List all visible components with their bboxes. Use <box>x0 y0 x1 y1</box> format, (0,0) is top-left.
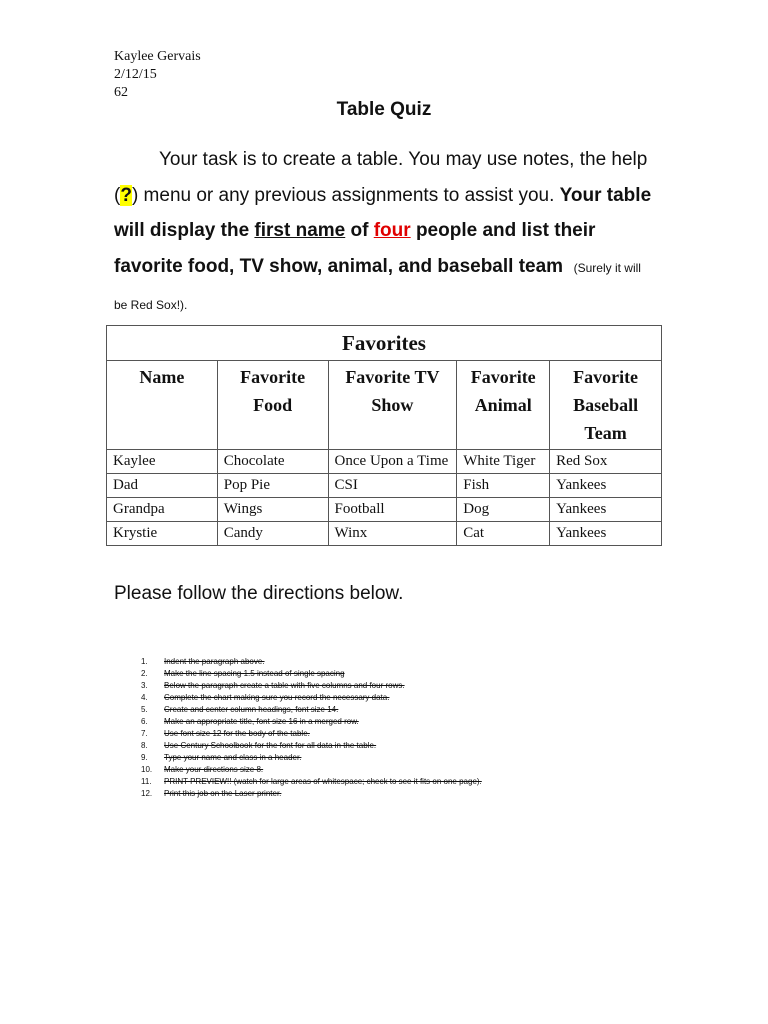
step-text: Make the line spacing 1.5 instead of single spacing <box>164 669 345 678</box>
step-text: Make an appropriate title, font size 16 in a merged row. <box>164 717 359 726</box>
column-header: Favorite Food <box>217 361 328 450</box>
document-date: 2/12/15 <box>114 67 157 82</box>
four-emphasis: four <box>373 220 411 241</box>
favorites-table <box>106 325 662 546</box>
list-item <box>141 668 482 680</box>
step-number: 5. <box>141 705 148 714</box>
table-header-row <box>107 361 662 450</box>
task-text-1: Your task is to create a table. You may use notes, the help ( <box>114 149 648 206</box>
step-text: Below the paragraph create a table with five columns and four rows. <box>164 681 405 690</box>
step-number: 11. <box>141 777 152 786</box>
step-number: 12. <box>141 789 153 798</box>
step-number: 3. <box>141 681 148 690</box>
task-text-2: ) menu or any previous assignments to assist you. <box>131 184 560 206</box>
step-text: Use font size 12 for the body of the table. <box>164 729 310 738</box>
column-header: Name <box>107 361 218 450</box>
document-header <box>114 48 201 102</box>
step-text: Complete the chart making sure you record the necessary data. <box>164 693 390 702</box>
list-item <box>141 728 482 740</box>
table-cell: Krystie <box>107 522 218 546</box>
list-item <box>141 656 482 668</box>
step-number: 2. <box>141 669 148 678</box>
table-row <box>107 522 662 546</box>
red-sox-note: (Surely it will be Red Sox!). <box>114 260 641 312</box>
bold-text-1: Your table will display the <box>114 184 652 241</box>
table-cell: Winx <box>328 522 457 546</box>
author-name: Kaylee Gervais <box>114 49 201 64</box>
step-number: 9. <box>141 753 148 762</box>
table-title-row <box>107 326 662 361</box>
table-cell: Red Sox <box>550 450 662 474</box>
table-cell: CSI <box>328 474 457 498</box>
step-text: Create and center column headings, font size 14. <box>164 705 339 714</box>
table-cell: Pop Pie <box>217 474 328 498</box>
table-cell: Chocolate <box>217 450 328 474</box>
task-paragraph <box>114 142 654 324</box>
table-cell: Cat <box>457 522 550 546</box>
table-cell: Yankees <box>550 474 662 498</box>
table-row <box>107 474 662 498</box>
list-item <box>141 716 482 728</box>
step-text: Type your name and class in a header. <box>164 753 302 762</box>
list-item <box>141 680 482 692</box>
step-number: 8. <box>141 741 148 750</box>
table-cell: Candy <box>217 522 328 546</box>
class-number: 62 <box>114 85 128 100</box>
step-number: 7. <box>141 729 148 738</box>
step-number: 6. <box>141 717 148 726</box>
first-name-emphasis: first name <box>254 220 346 241</box>
step-text: Make your directions size 8. <box>164 765 264 774</box>
table-cell: Dad <box>107 474 218 498</box>
help-question-mark: ? <box>120 184 132 206</box>
list-item <box>141 704 482 716</box>
step-text: PRINT PREVIEW!! (watch for large areas of whitespace; check to see it fits on one page). <box>164 777 482 786</box>
table-cell: Kaylee <box>107 450 218 474</box>
table-cell: Yankees <box>550 498 662 522</box>
table-row <box>107 450 662 474</box>
directions-intro: Please follow the directions below. <box>114 583 404 604</box>
bold-text-of: of <box>345 220 374 241</box>
step-text: Indent the paragraph above. <box>164 657 265 666</box>
step-text: Print this job on the Laser printer. <box>164 789 282 798</box>
list-item <box>141 764 482 776</box>
column-header: Favorite Baseball Team <box>550 361 662 450</box>
column-header: Favorite TV Show <box>328 361 457 450</box>
step-number: 1. <box>141 657 148 666</box>
table-cell: Once Upon a Time <box>328 450 457 474</box>
list-item <box>141 788 482 800</box>
table-cell: Yankees <box>550 522 662 546</box>
table-row <box>107 498 662 522</box>
table-cell: Fish <box>457 474 550 498</box>
list-item <box>141 776 482 788</box>
step-number: 4. <box>141 693 148 702</box>
document-title: Table Quiz <box>336 99 432 120</box>
step-text: Use Century Schoolbook for the font for all data in the table. <box>164 741 377 750</box>
list-item <box>141 752 482 764</box>
column-header: Favorite Animal <box>457 361 550 450</box>
table-cell: Wings <box>217 498 328 522</box>
table-cell: White Tiger <box>457 450 550 474</box>
step-number: 10. <box>141 765 153 774</box>
bold-text-2: people and list their favorite food, TV show, animal, and baseball team <box>114 220 596 277</box>
table-cell: Football <box>328 498 457 522</box>
list-item <box>141 740 482 752</box>
list-item <box>141 692 482 704</box>
table-cell: Dog <box>457 498 550 522</box>
table-title: Favorites <box>107 326 662 361</box>
table-cell: Grandpa <box>107 498 218 522</box>
directions-list <box>141 656 482 800</box>
